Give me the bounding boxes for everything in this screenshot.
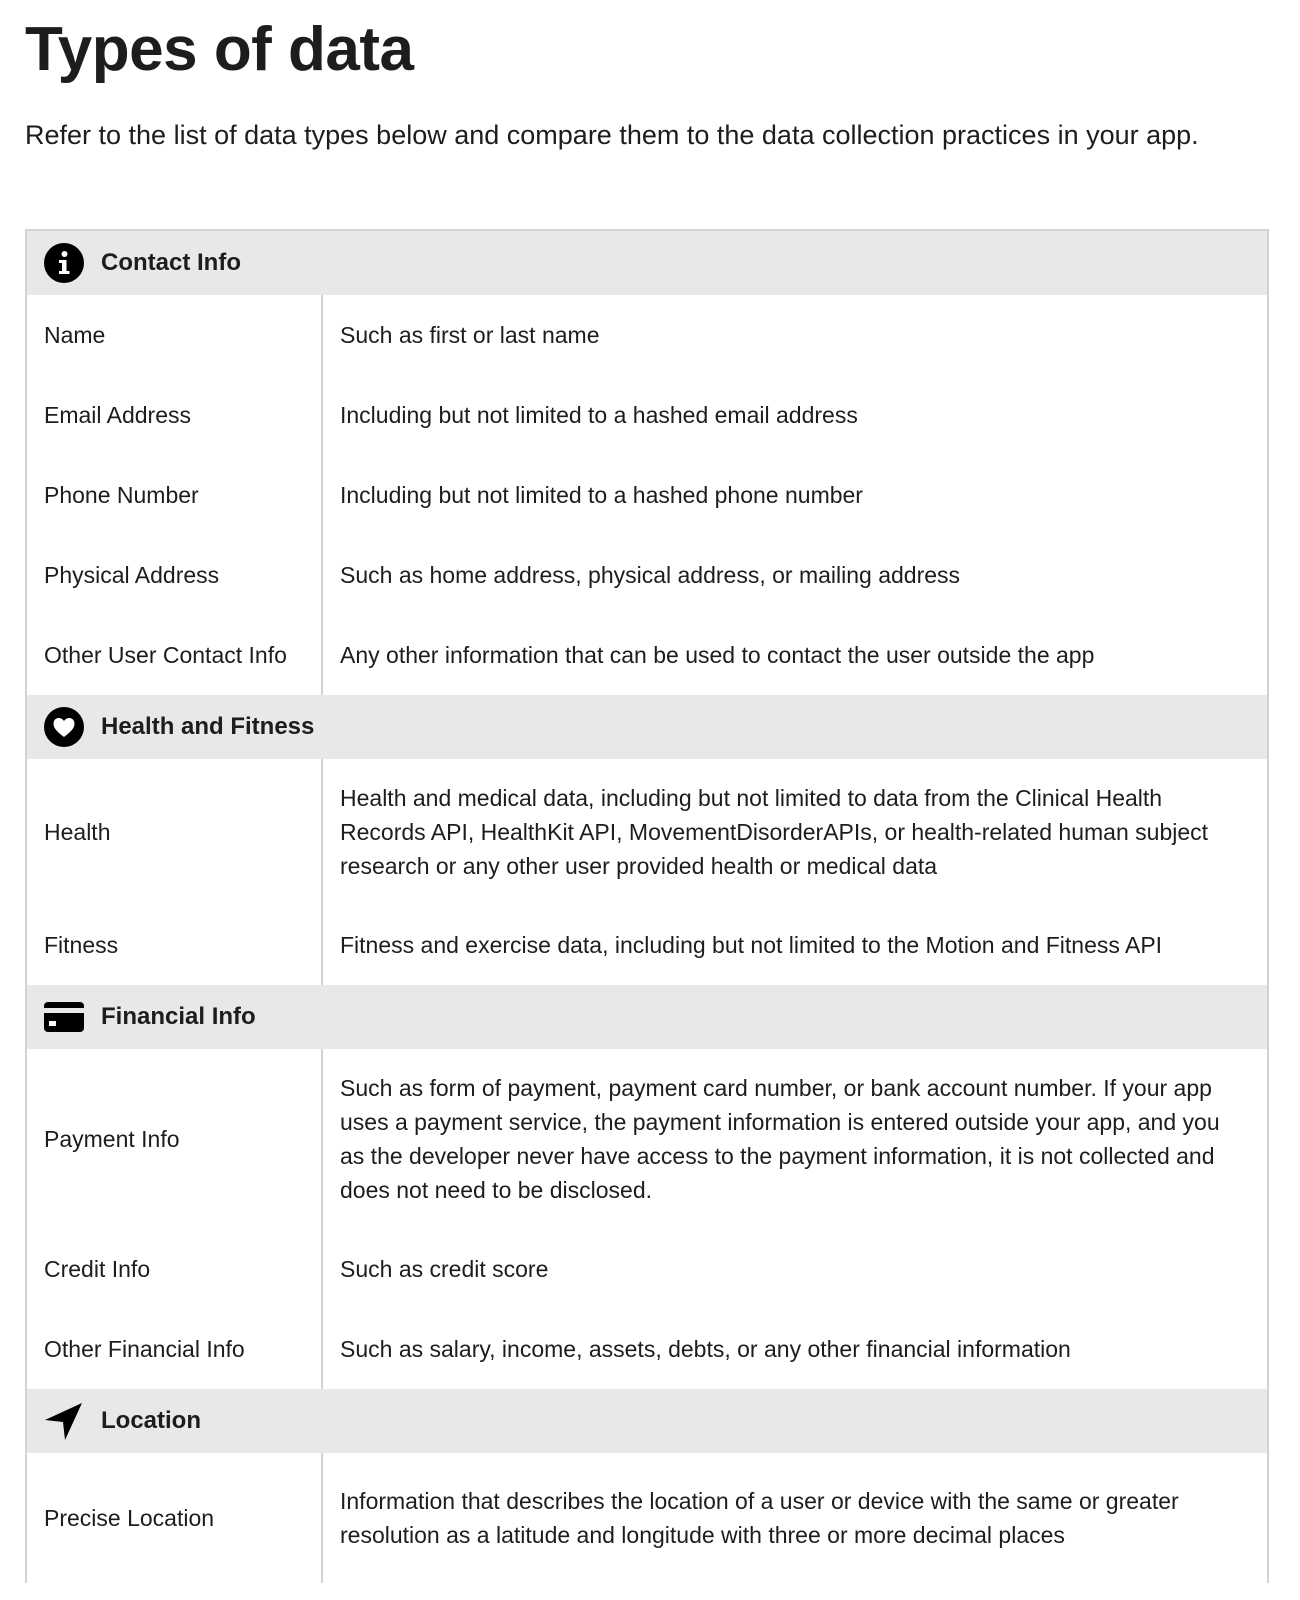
- table-row: [27, 375, 1267, 455]
- page: [25, 0, 1271, 1548]
- data-type-name: Precise Location: [27, 1453, 323, 1583]
- data-type-description: Such as first or last name: [340, 322, 600, 348]
- data-type-name: Other Financial Info: [27, 1309, 323, 1389]
- data-type-description: Such as salary, income, assets, debts, or any other financial information: [340, 1336, 1071, 1362]
- section-rows-financial-info: [27, 1049, 1267, 1389]
- data-type-name: Phone Number: [27, 455, 323, 535]
- section-header-location: [27, 1389, 1267, 1453]
- section-rows-location: [27, 1453, 1267, 1583]
- data-type-description: Such as credit score: [340, 1256, 549, 1282]
- data-type-name: Credit Info: [27, 1229, 323, 1309]
- section-title: Health and Fitness: [101, 713, 315, 740]
- data-type-name: Email Address: [27, 375, 323, 455]
- table-row: [27, 905, 1267, 985]
- section-title: Location: [101, 1407, 201, 1434]
- credit-card-icon: [44, 997, 84, 1037]
- heart-icon: [44, 707, 84, 747]
- table-row: [27, 1049, 1267, 1229]
- table-row: [27, 535, 1267, 615]
- data-type-description: Any other information that can be used to contact the user outside the app: [340, 642, 1095, 668]
- table-row: [27, 615, 1267, 695]
- page-title: Types of data: [25, 15, 414, 84]
- data-type-description: Such as home address, physical address, or mailing address: [340, 562, 961, 588]
- data-type-name: Physical Address: [27, 535, 323, 615]
- section-header-health-and-fitness: [27, 695, 1267, 759]
- data-types-table: [25, 229, 1269, 1583]
- data-type-description: Including but not limited to a hashed email address: [340, 402, 858, 428]
- data-type-description: Such as form of payment, payment card number, or bank account number. If your app uses a payment service, the payment information is entered outside your app, and you as the developer never have access to the payment information, it is not collected and does not need to be disclosed.: [340, 1075, 1220, 1203]
- table-row: [27, 455, 1267, 535]
- data-type-name: Other User Contact Info: [27, 615, 323, 695]
- table-row: [27, 295, 1267, 375]
- section-header-financial-info: [27, 985, 1267, 1049]
- section-title: Contact Info: [101, 249, 241, 276]
- location-arrow-icon: [44, 1401, 84, 1441]
- section-rows-contact-info: [27, 295, 1267, 695]
- table-row: [27, 1229, 1267, 1309]
- data-type-description: Information that describes the location of a user or device with the same or greater resolution as a latitude and longitude with three or more decimal places: [340, 1488, 1179, 1548]
- data-type-name: Fitness: [27, 905, 323, 985]
- data-type-name: Health: [27, 759, 323, 905]
- data-type-description: Fitness and exercise data, including but not limited to the Motion and Fitness API: [340, 932, 1163, 958]
- section-rows-health-and-fitness: [27, 759, 1267, 985]
- data-type-name: Payment Info: [27, 1049, 323, 1229]
- section-title: Financial Info: [101, 1003, 256, 1030]
- section-header-contact-info: [27, 231, 1267, 295]
- table-row: [27, 759, 1267, 905]
- table-row: [27, 1453, 1267, 1583]
- info-icon: [44, 243, 84, 283]
- table-row: [27, 1309, 1267, 1389]
- data-type-description: Including but not limited to a hashed phone number: [340, 482, 863, 508]
- data-type-description: Health and medical data, including but not limited to data from the Clinical Health Records API, HealthKit API, MovementDisorderAPIs, or health-related human subject research or any other user provided health or medical data: [340, 785, 1209, 879]
- data-type-name: Name: [27, 295, 323, 375]
- intro-text: Refer to the list of data types below and compare them to the data collection practices in your app.: [25, 120, 1199, 150]
